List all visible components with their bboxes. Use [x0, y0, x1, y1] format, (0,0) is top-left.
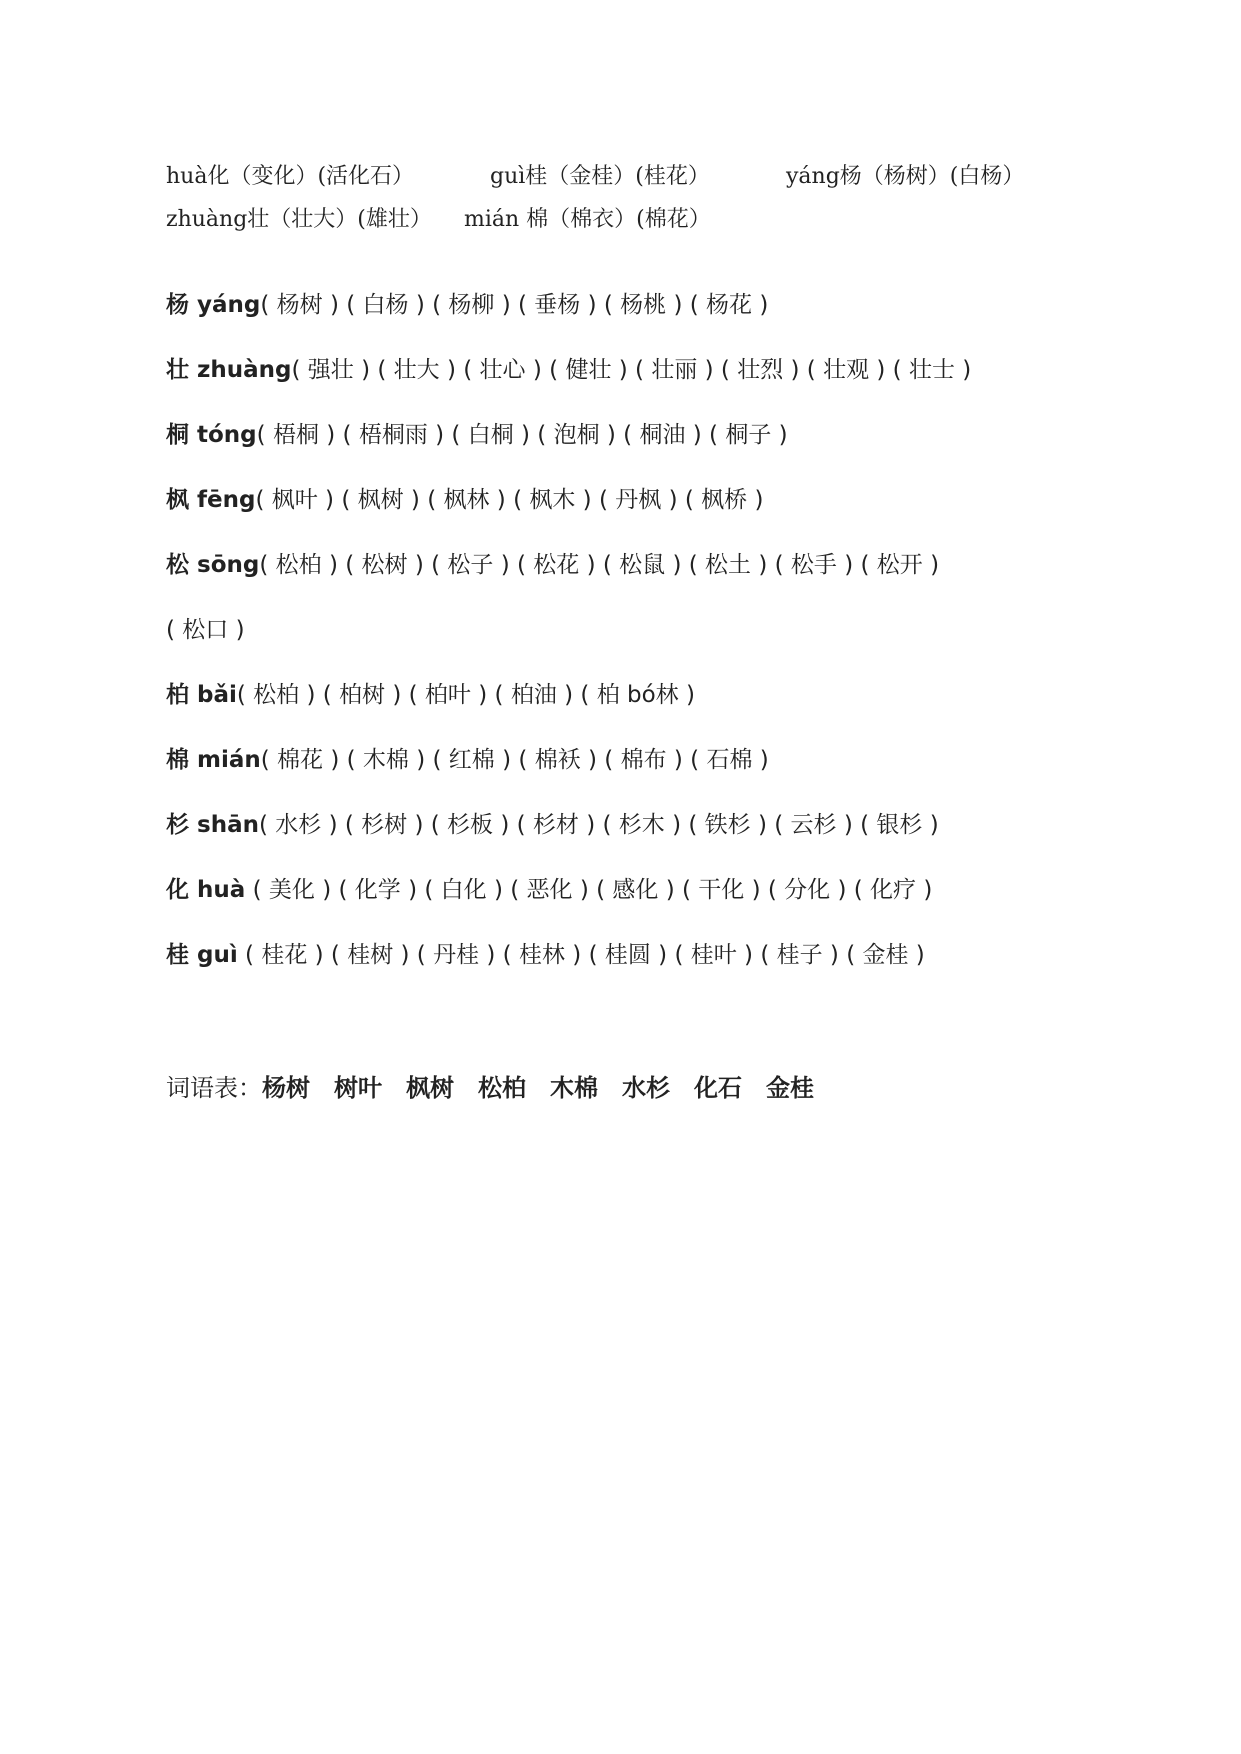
character-heading: 桐 tóng	[166, 422, 257, 448]
intro-entry-hua: huà化（变化）(活化石）	[166, 164, 415, 189]
word-group: ( 松口 )	[166, 617, 245, 643]
word-group: ( 美化 ) ( 化学 ) ( 白化 ) ( 恶化 ) ( 感化 ) ( 干化 ) ( 分化 ) ( 化疗 )	[245, 877, 933, 903]
word-group: ( 强壮 ) ( 壮大 ) ( 壮心 ) ( 健壮 ) ( 壮丽 ) ( 壮烈 ) ( 壮观 ) ( 壮士 )	[291, 357, 972, 383]
word-row-zhuang	[166, 348, 971, 413]
word-row-feng	[166, 478, 971, 543]
intro-entry-yang: yáng杨（杨树）(白杨）	[786, 164, 1025, 189]
word-group: ( 枫叶 ) ( 枫树 ) ( 枫林 ) ( 枫木 ) ( 丹枫 ) ( 枫桥 )	[255, 487, 764, 513]
word-row-hua	[166, 868, 971, 933]
word-row-gui	[166, 933, 971, 998]
word-row-mian	[166, 738, 971, 803]
character-heading: 化 huà	[166, 877, 246, 903]
intro-entry-gui: guì桂（金桂）(桂花）	[490, 164, 710, 189]
word-group: ( 杨树 ) ( 白杨 ) ( 杨柳 ) ( 垂杨 ) ( 杨桃 ) ( 杨花 )	[260, 292, 769, 318]
intro-entry-zhuang: zhuàng壮（壮大）(雄壮）	[166, 207, 432, 232]
character-heading: 桂 guì	[166, 942, 238, 968]
character-heading: 杉 shān	[166, 812, 259, 838]
character-heading: 棉 mián	[166, 747, 261, 773]
glossary	[166, 1068, 814, 1103]
word-group: ( 棉花 ) ( 木棉 ) ( 红棉 ) ( 棉袄 ) ( 棉布 ) ( 石棉 )	[260, 747, 769, 773]
word-row-yang	[166, 283, 971, 348]
word-group: ( 梧桐 ) ( 梧桐雨 ) ( 白桐 ) ( 泡桐 ) ( 桐油 ) ( 桐子 )	[256, 422, 788, 448]
character-heading: 松 sōng	[166, 552, 260, 578]
glossary-words: 杨树 树叶 枫树 松柏 木棉 水杉 化石 金桂	[262, 1074, 814, 1102]
glossary-label: 词语表：	[166, 1074, 262, 1102]
character-heading: 壮 zhuàng	[166, 357, 292, 383]
word-row-song	[166, 543, 971, 608]
word-row-song-continued	[166, 608, 971, 673]
character-heading: 柏 bǎi	[166, 682, 237, 708]
character-heading: 枫 fēng	[166, 487, 256, 513]
word-list	[166, 283, 971, 998]
word-row-bai	[166, 673, 971, 738]
word-group: ( 水杉 ) ( 杉树 ) ( 杉板 ) ( 杉材 ) ( 杉木 ) ( 铁杉 ) ( 云杉 ) ( 银杉 )	[258, 812, 939, 838]
word-row-tong	[166, 413, 971, 478]
word-group: ( 松柏 ) ( 柏树 ) ( 柏叶 ) ( 柏油 ) ( 柏 bó林 )	[236, 682, 695, 708]
word-group: ( 松柏 ) ( 松树 ) ( 松子 ) ( 松花 ) ( 松鼠 ) ( 松土 ) ( 松手 ) ( 松开 )	[259, 552, 940, 578]
character-heading: 杨 yáng	[166, 292, 261, 318]
word-row-shan	[166, 803, 971, 868]
intro-entry-mian: mián 棉（棉衣）(棉花）	[464, 207, 711, 232]
word-group: ( 桂花 ) ( 桂树 ) ( 丹桂 ) ( 桂林 ) ( 桂圆 ) ( 桂叶 ) ( 桂子 ) ( 金桂 )	[237, 942, 925, 968]
intro-line-2	[166, 205, 711, 235]
intro-line-1	[166, 162, 1024, 192]
